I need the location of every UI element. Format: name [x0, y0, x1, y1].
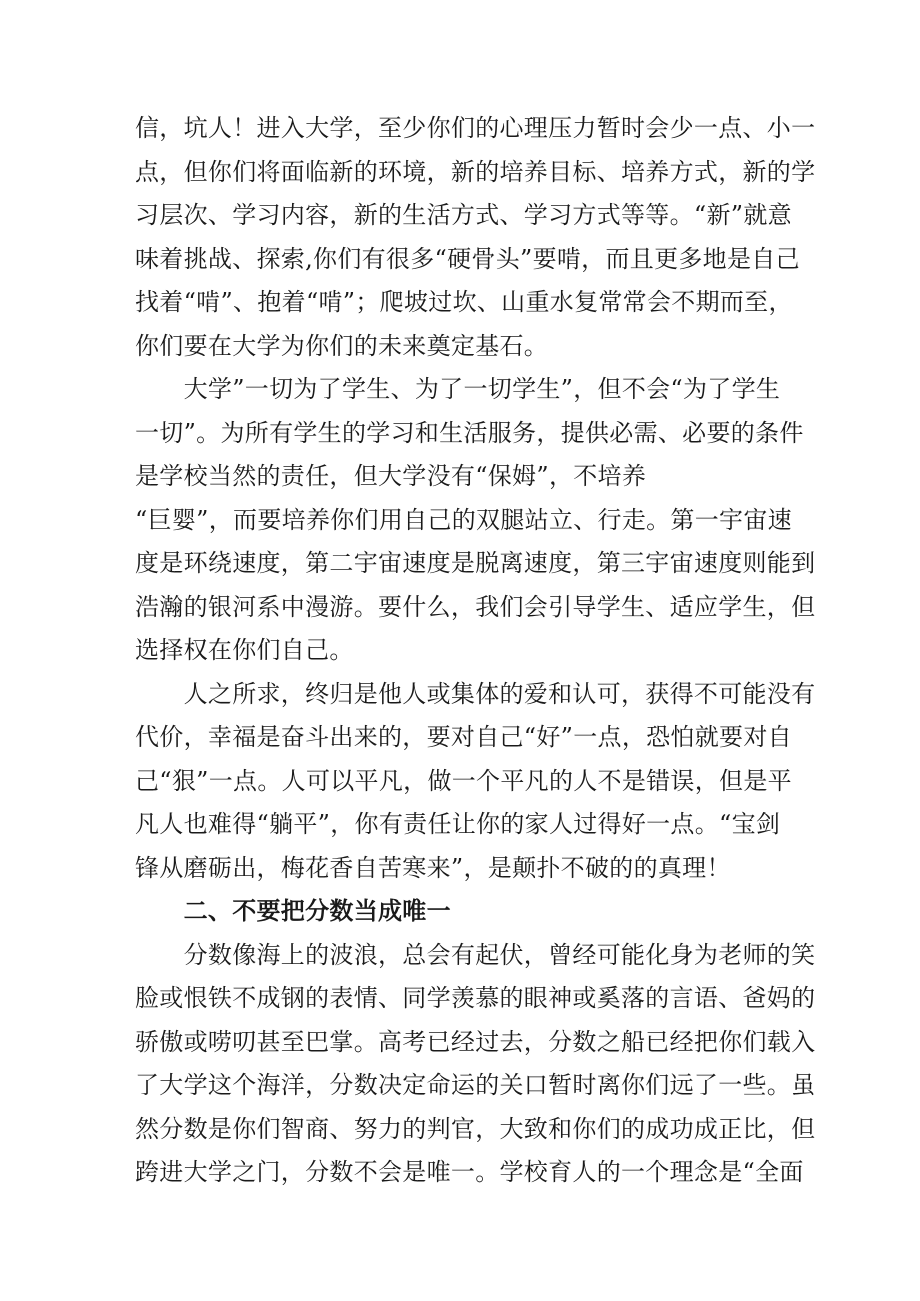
text-line: 凡人也难得“躺平”，你有责任让你的家人过得好一点。“宝剑: [135, 810, 781, 838]
body-text: [135, 107, 816, 1195]
text-line: 你们要在大学为你们的未来奠定基石。: [135, 331, 549, 360]
text-line: 味着挑战、探索,你们有很多“硬骨头”要啃，而且更多地是自己: [135, 244, 800, 273]
text-line: 信，坑人！进入大学，至少你们的心理压力暂时会少一点、小一: [135, 114, 816, 142]
text-line: 己“狠”一点。人可以平凡，做一个平凡的人不是错误，但是平: [135, 766, 792, 795]
text-line: 骄傲或唠叨甚至巴掌。高考已经过去，分数之船已经把你们载入: [135, 1027, 816, 1056]
paragraph-start-line: 分数像海上的波浪，总会有起伏，曾经可能化身为老师的笑: [135, 940, 816, 969]
text-line: 点，但你们将面临新的环境，新的培养目标、培养方式，新的学: [135, 157, 816, 186]
text-line: 找着“啃”、抱着“啃”；爬坡过坎、山重水复常常会不期而至，: [135, 288, 793, 316]
text-line: 度是环绕速度，第二宇宙速度是脱离速度，第三宇宙速度则能到: [135, 549, 816, 577]
paragraph-start-line: 大学”一切为了学生、为了一切学生”，但不会“为了学生: [135, 375, 781, 403]
text-line: 一切”。为所有学生的学习和生活服务，提供必需、必要的条件: [135, 418, 804, 447]
text-line: 浩瀚的银河系中漫游。要什么，我们会引导学生、适应学生，但: [135, 592, 816, 621]
section-heading: 二、不要把分数当成唯一: [135, 897, 451, 925]
text-line: 是学校当然的责任，但大学没有“保姆”，不培养: [135, 462, 647, 490]
paragraph-start-line: 人之所求，终归是他人或集体的爱和认可，获得不可能没有: [135, 679, 816, 708]
text-line: 选择权在你们自己。: [135, 636, 354, 664]
text-line: 然分数是你们智商、努力的判官，大致和你们的成功成正比，但: [135, 1114, 816, 1143]
text-line: “巨婴”，而要培养你们用自己的双腿站立、行走。第一宇宙速: [135, 505, 792, 534]
text-line: 脸或恨铁不成钢的表情、同学羡慕的眼神或奚落的言语、爸妈的: [135, 984, 816, 1012]
text-line: 代价，幸福是奋斗出来的，要对自己“好”一点，恐怕就要对自: [135, 723, 792, 751]
text-line: 习层次、学习内容，新的生活方式、学习方式等等。“新”就意: [135, 201, 792, 229]
text-line: 锋从磨砺出，梅花香自苦寒来”，是颠扑不破的的真理！: [135, 853, 731, 882]
text-line: 跨进大学之门，分数不会是唯一。学校育人的一个理念是“全面: [135, 1158, 804, 1186]
text-line: 了大学这个海洋，分数决定命运的关口暂时离你们远了一些。虽: [135, 1071, 816, 1099]
